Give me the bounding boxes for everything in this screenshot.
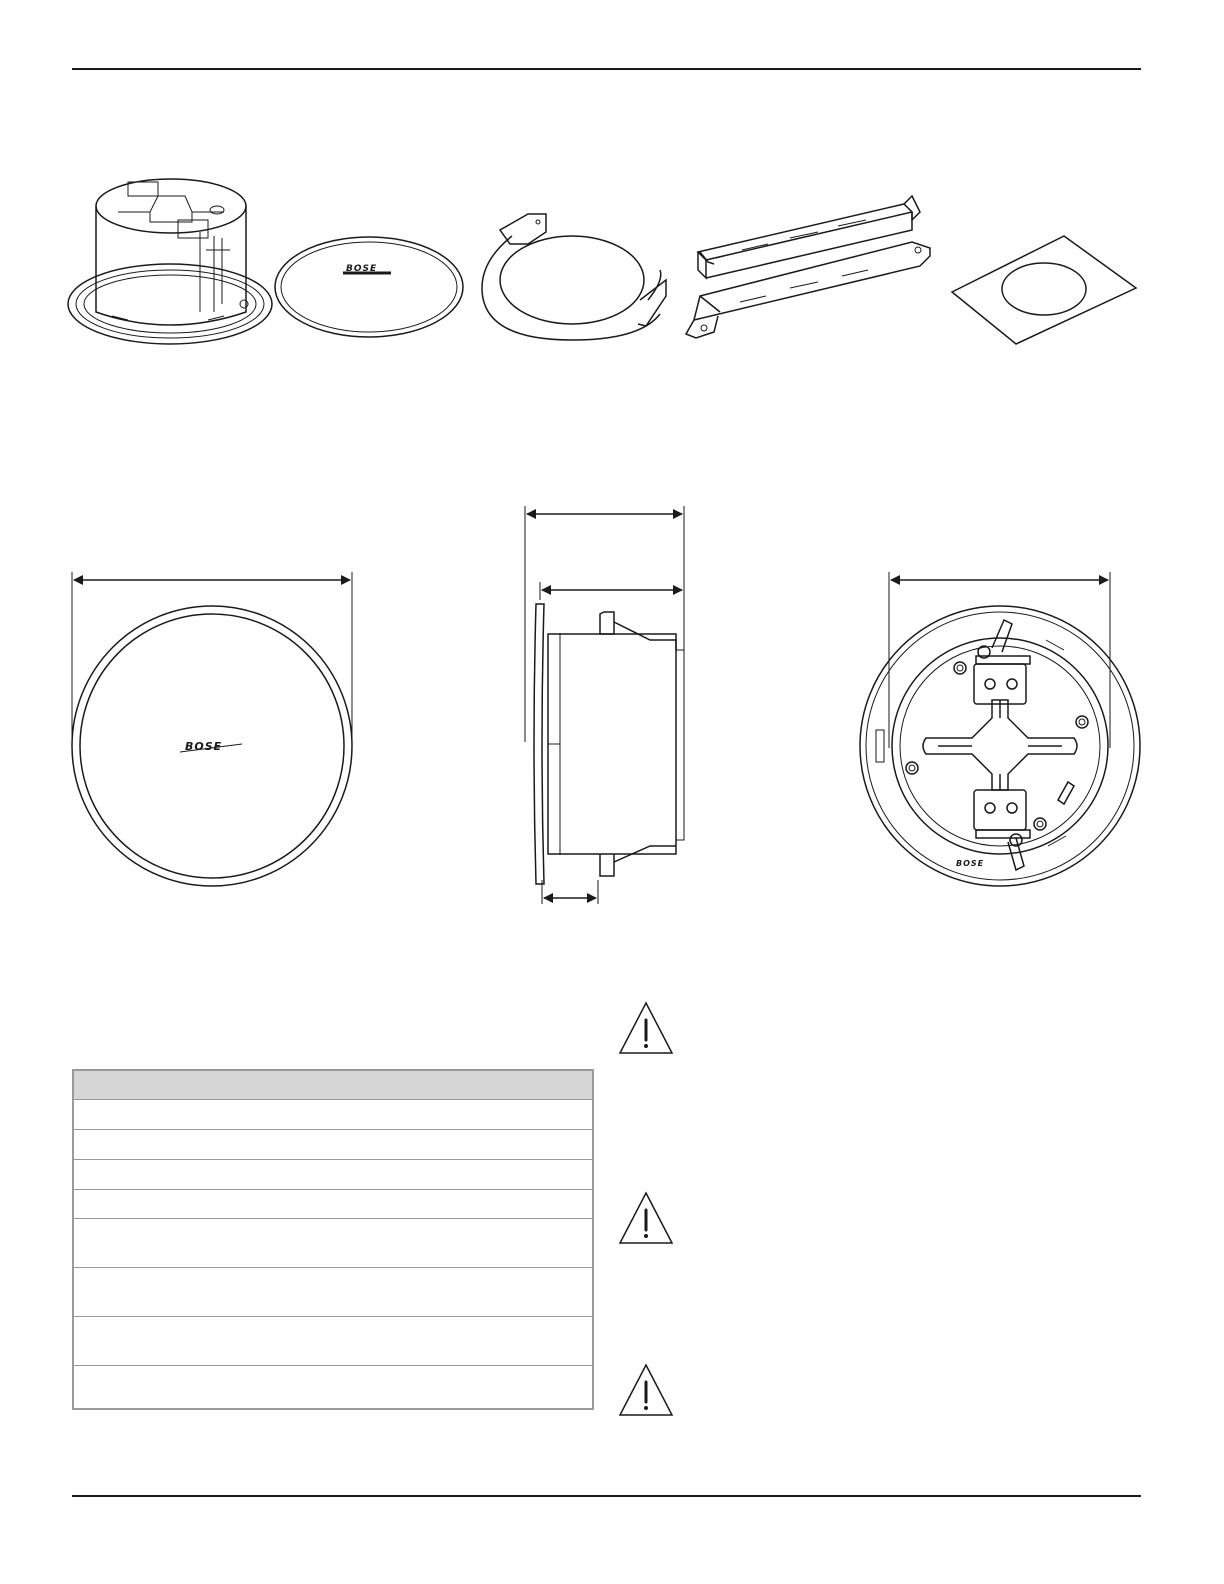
table-row bbox=[74, 1130, 592, 1160]
grille-logo: BOSE bbox=[346, 264, 378, 274]
table-row bbox=[74, 1317, 592, 1366]
table-row bbox=[74, 1160, 592, 1190]
table-row bbox=[74, 1219, 592, 1268]
table-row bbox=[74, 1268, 592, 1317]
table-row bbox=[74, 1366, 592, 1410]
warning-triangle-icon bbox=[617, 1362, 675, 1418]
front-view-logo: BOSE bbox=[185, 740, 223, 753]
warning-triangle-icon bbox=[617, 1190, 675, 1246]
back-view-logo: BOSE bbox=[956, 859, 985, 868]
side-view bbox=[525, 506, 684, 904]
warning-triangle-icon bbox=[617, 1000, 675, 1056]
table-row bbox=[74, 1100, 592, 1130]
front-view bbox=[72, 572, 352, 886]
back-view bbox=[860, 572, 1140, 886]
specs-table bbox=[72, 1069, 594, 1410]
specs-table-header bbox=[74, 1071, 592, 1100]
table-row bbox=[74, 1190, 592, 1219]
